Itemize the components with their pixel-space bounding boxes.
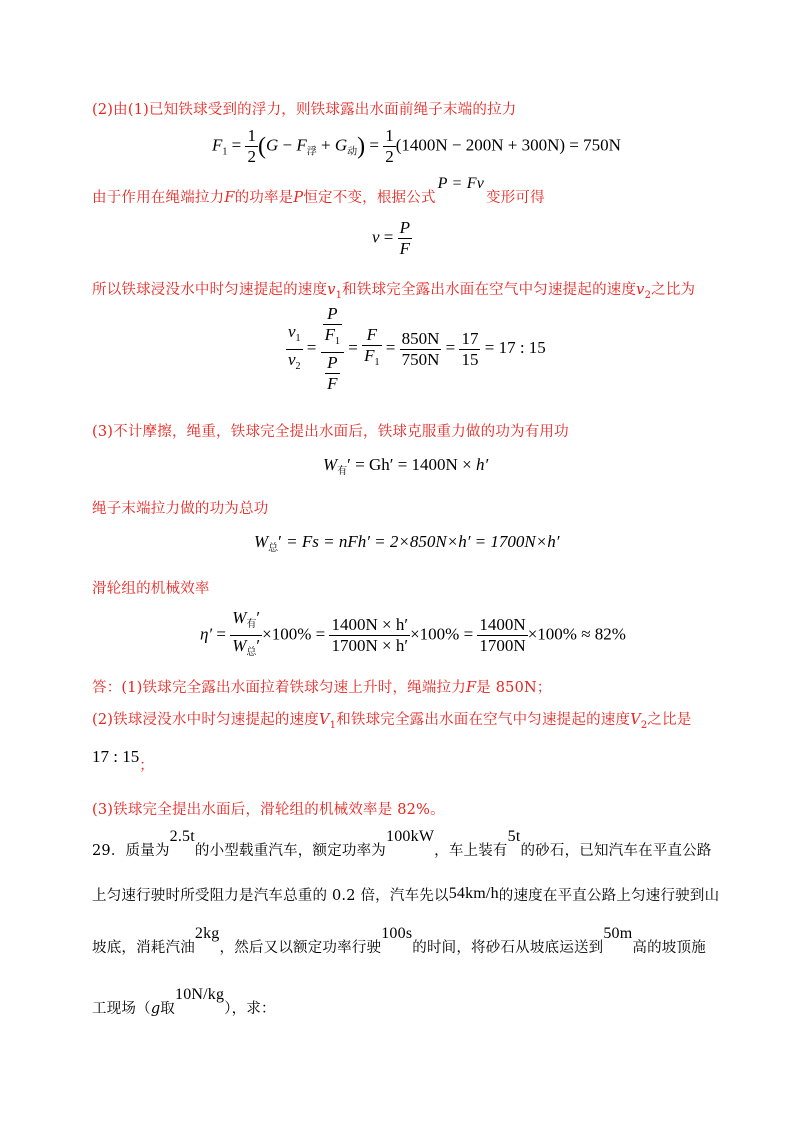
efficiency-label: 滑轮组的机械效率 bbox=[92, 581, 210, 597]
question-29-line-3: 坡底，消耗汽油2kg，然后又以额定功率行驶100s的时间，将砂石从坡底运送到50m高的坡顶施 bbox=[92, 925, 706, 956]
step3-intro: (3)不计摩擦，绳重，铁球完全提出水面后，铁球克服重力做的功为有用功 bbox=[92, 424, 569, 440]
equation-speed: v = $\frac{P}{F}$ bbox=[372, 218, 411, 258]
answer-1: 答：(1)铁球完全露出水面拉着铁球匀速上升时，绳端拉力F是 850N； bbox=[92, 680, 552, 696]
equation-tension-before: $F_1$ = $\frac{1}{2}$ $(G - F_浮 + G_动)$ = $\frac{1}{2}$ (1400N − 200N + 300N) = 750N bbox=[212, 126, 621, 166]
question-29-line-4: 工现场（g取10N/kg），求： bbox=[92, 986, 276, 1017]
question-29-line-1: 29．质量为2.5t的小型载重汽车，额定功率为100kW，车上装有5t的砂石，已知汽车在平直公路 bbox=[92, 828, 712, 859]
answer-2-ratio: 17 : 15； bbox=[92, 747, 154, 774]
question-29-line-2: 上匀速行驶时所受阻力是汽车总重的 0.2 倍，汽车先以54km/h的速度在平直公路上匀速行驶到山 bbox=[92, 885, 720, 904]
equation-efficiency: η′ = $\frac{W_有'}{W_总'}$ ×100% = $\frac{1400N \times h'}{1700N \times h'}$ ×100% = $\frac{1400N}{1700N}$ ×100% ≈ 82% bbox=[200, 608, 626, 658]
equation-useful-work: $W_有' = Gh' = 1400N \times h'$ bbox=[323, 455, 489, 477]
answer-3: (3)铁球完全提出水面后，滑轮组的机械效率是 82%。 bbox=[92, 802, 445, 818]
speed-ratio-intro: 所以铁球浸没水中时匀速提起的速度$v_1$和铁球完全露出水面在空气中匀速提起的速度$v_2$之比为 bbox=[92, 282, 696, 301]
total-work-label: 绳子末端拉力做的功为总功 bbox=[92, 501, 269, 517]
answer-2: (2)铁球浸没水中时匀速提起的速度$V_1$和铁球完全露出水面在空气中匀速提起的速度$V_2$之比是 bbox=[92, 712, 692, 731]
equation-speed-ratio: $\frac{v_1}{v_2}$ = $\frac{\frac{P}{F_1}}{\frac{P}{F}}$ = $\frac{F}{F_1}$ = $\frac{850N}{750N}$ = $\frac{17}{15}$ = 17 : 15 bbox=[288, 304, 546, 393]
power-explanation: 由于作用在绳端拉力F的功率是P恒定不变，根据公式P = Fv变形可得 bbox=[92, 175, 545, 206]
equation-total-work: $W_总' = Fs = nFh' = 2\times 850N\times h' = 1700N\times h'$ bbox=[254, 532, 560, 554]
step2-intro: (2)由(1)已知铁球受到的浮力，则铁球露出水面前绳子末端的拉力 bbox=[92, 102, 517, 118]
